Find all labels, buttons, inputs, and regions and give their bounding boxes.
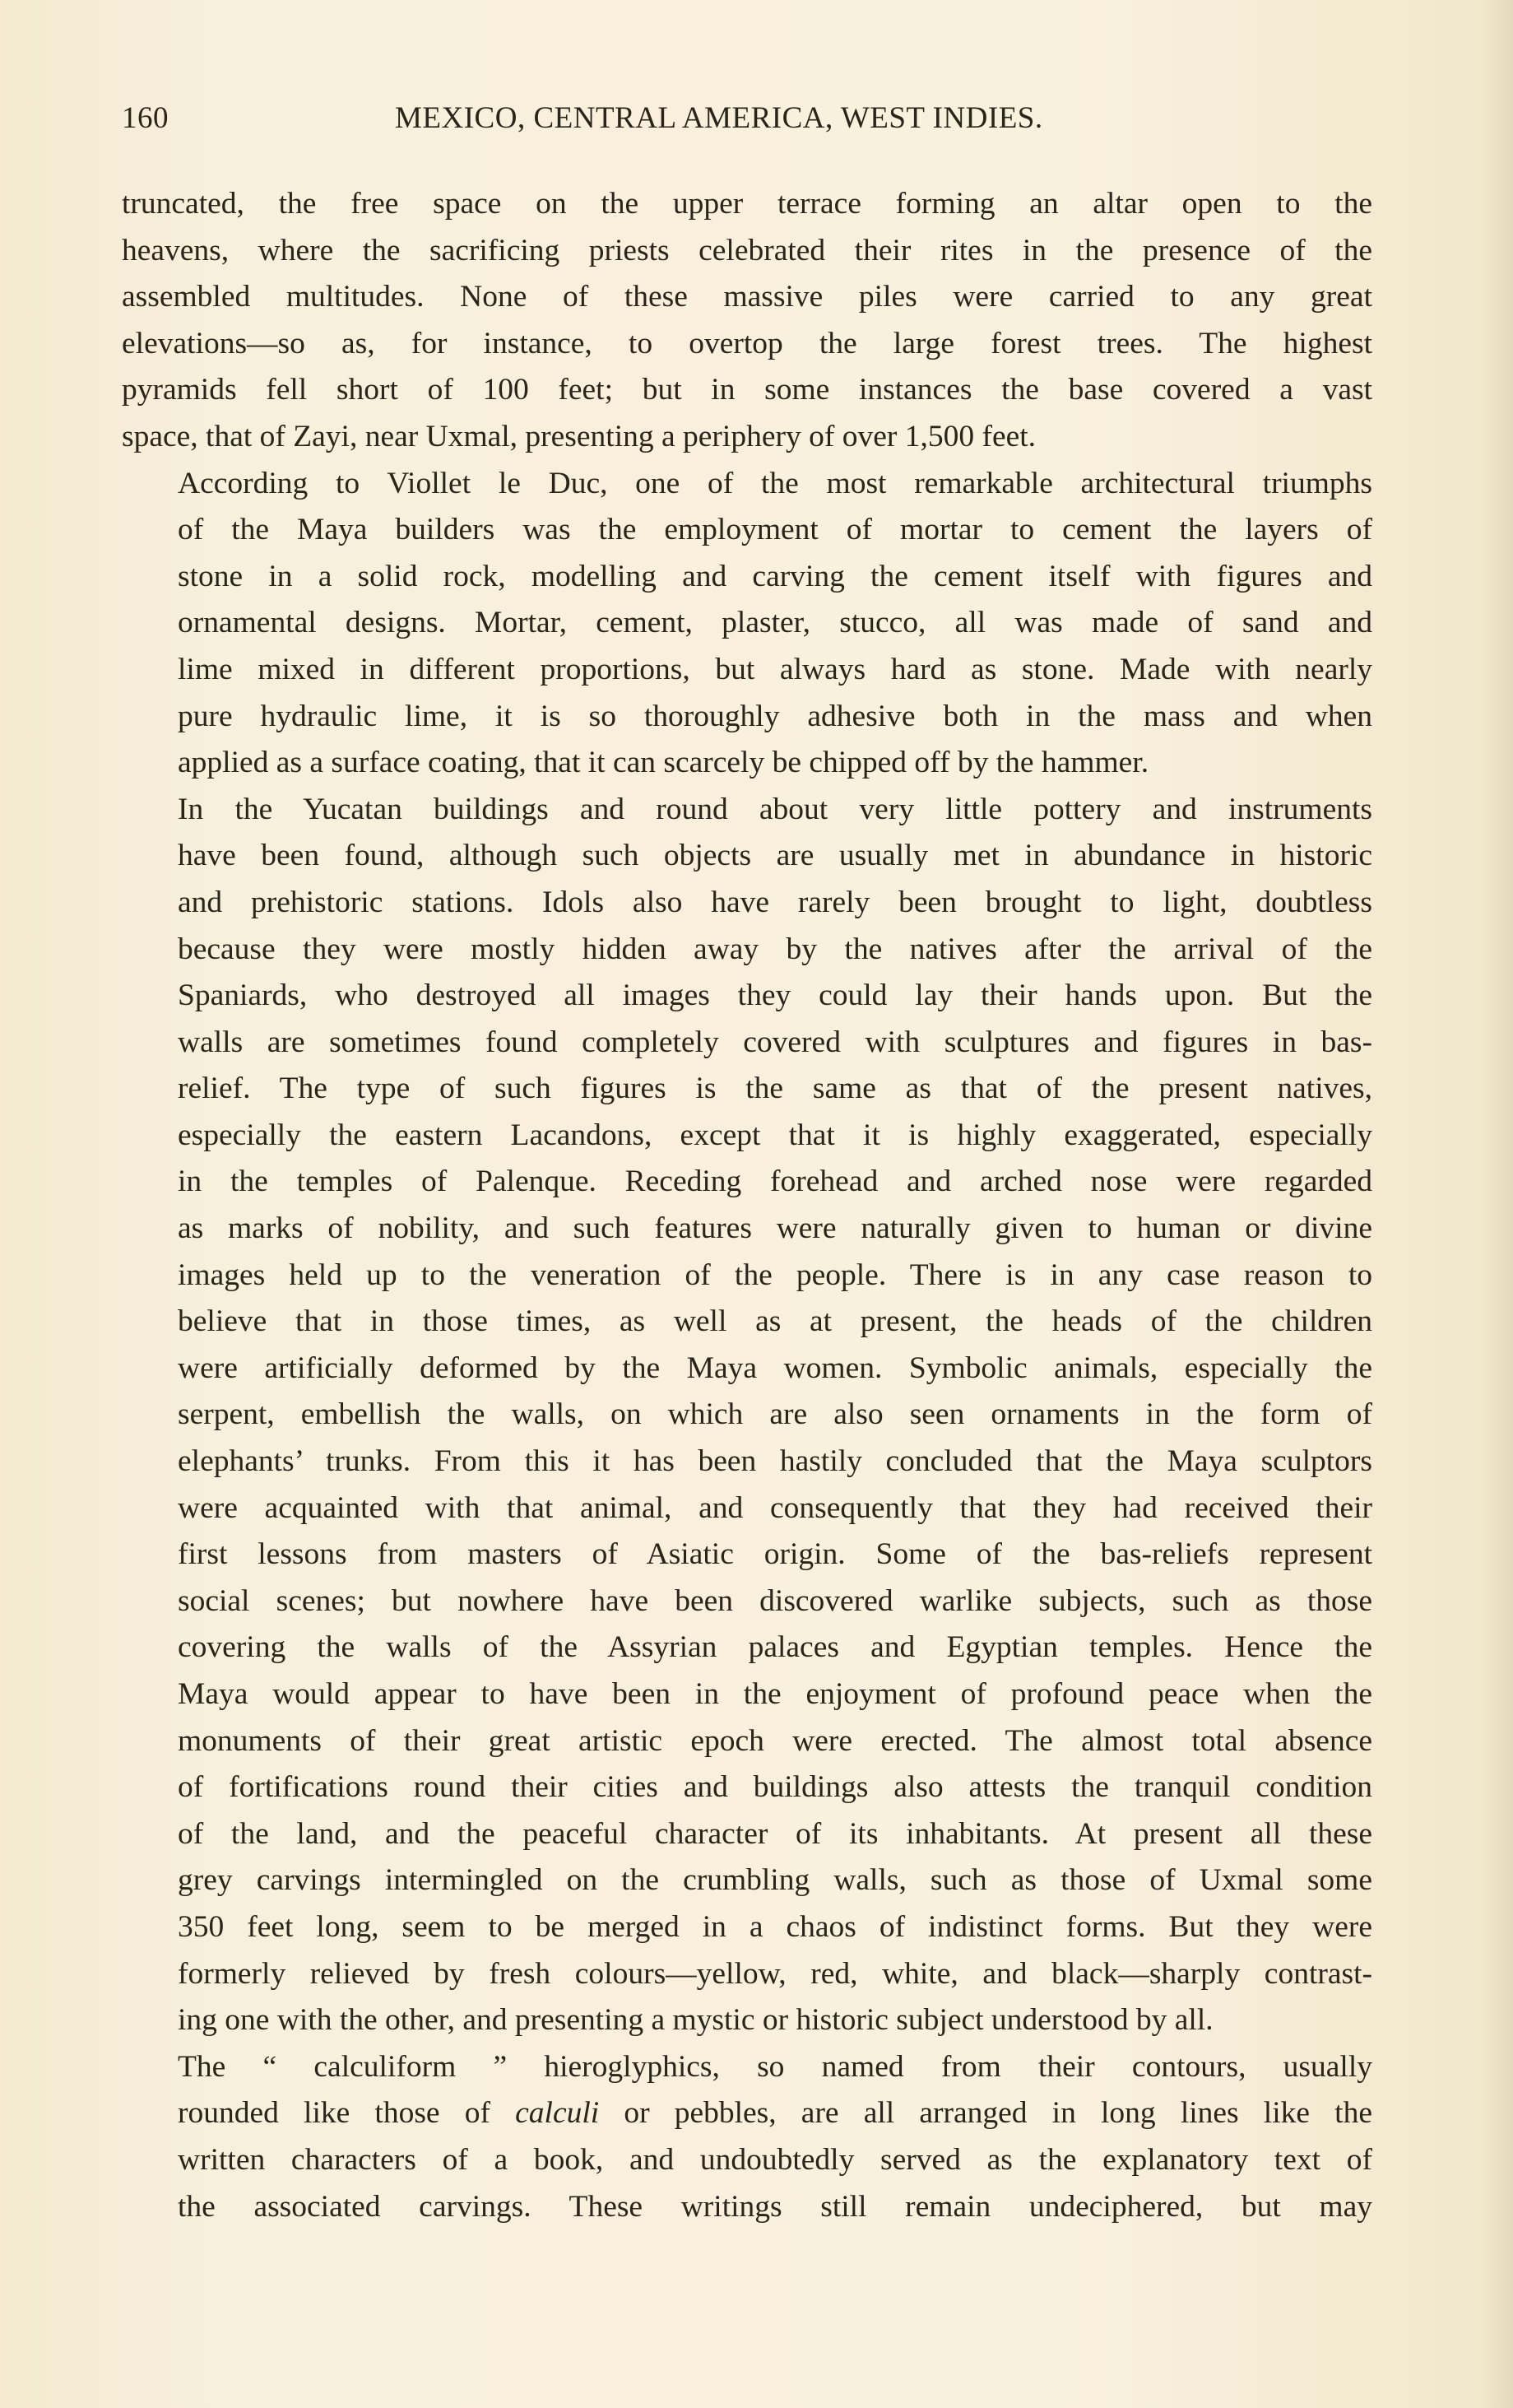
body-text	[122, 181, 1372, 2230]
paragraph-3	[122, 787, 1372, 2044]
text-line: formerly relieved by fresh colours—yellow, red, white, and black—sharply contrast-	[178, 1956, 1372, 1991]
text-line-with-italic	[122, 2090, 1372, 2137]
text-line: as marks of nobility, and such features were naturally given to human or divine	[178, 1211, 1372, 1246]
text-line: written characters of a book, and undoubtedly served as the explanatory text of	[178, 2142, 1372, 2177]
text-line: Spaniards, who destroyed all images they could lay their hands upon. But the	[178, 979, 1372, 1013]
text-line: lime mixed in different proportions, but always hard as stone. Made with nearly	[178, 652, 1372, 686]
text-line: serpent, embellish the walls, on which are also seen ornaments in the form of	[178, 1397, 1372, 1432]
text-line: in the temples of Palenque. Receding forehead and arched nose were regarded	[178, 1164, 1372, 1199]
text-line: applied as a surface coating, that it can scarcely be chipped off by the hammer.	[178, 746, 1149, 780]
text-line: especially the eastern Lacandons, except that it is highly exaggerated, especially	[178, 1118, 1372, 1152]
page-edge-shadow	[1480, 0, 1513, 2408]
text-line: of the land, and the peaceful character of its inhabitants. At present all these	[178, 1816, 1372, 1851]
text-line: have been found, although such objects are usually met in abundance in historic	[178, 839, 1372, 873]
text-line: of fortifications round their cities and buildings also attests the tranquil condition	[178, 1770, 1372, 1805]
text-line: were acquainted with that animal, and consequently that they had received their	[178, 1490, 1372, 1525]
text-line: images held up to the veneration of the people. There is in any case reason to	[178, 1257, 1372, 1292]
text-line: assembled multitudes. None of these massive piles were carried to any great	[122, 280, 1372, 314]
paragraph-4	[122, 2044, 1372, 2230]
text-line: and prehistoric stations. Idols also have rarely been brought to light, doubtless	[178, 885, 1372, 919]
paragraph-1	[122, 181, 1372, 461]
page-number: 160	[122, 101, 169, 135]
text-line: walls are sometimes found completely covered with sculptures and figures in bas-	[178, 1025, 1372, 1059]
text-line: pure hydraulic lime, it is so thoroughly adhesive both in the mass and when	[178, 699, 1372, 733]
text-line: The “ calculiform ” hieroglyphics, so named from their contours, usually	[178, 2049, 1372, 2084]
italic-term: calculi	[515, 2096, 600, 2131]
text-line: believe that in those times, as well as at present, the heads of the children	[178, 1304, 1372, 1339]
text-segment: or pebbles, are all arranged in long lines like the	[599, 2096, 1372, 2131]
text-line: According to Viollet le Duc, one of the most remarkable architectural triumphs	[178, 466, 1372, 500]
text-line: social scenes; but nowhere have been discovered warlike subjects, such as those	[178, 1583, 1372, 1618]
text-line: In the Yucatan buildings and round about very little pottery and instruments	[178, 792, 1372, 826]
text-line: relief. The type of such figures is the same as that of the present natives,	[178, 1072, 1372, 1106]
text-line: 350 feet long, seem to be merged in a chaos of indistinct forms. But they were	[178, 1909, 1372, 1944]
text-segment: rounded like those of	[178, 2096, 516, 2131]
text-line: truncated, the free space on the upper terrace forming an altar open to the	[122, 187, 1372, 221]
text-line: of the Maya builders was the employment of mortar to cement the layers of	[178, 513, 1372, 547]
text-line: the associated carvings. These writings still remain undeciphered, but may	[178, 2189, 1372, 2224]
text-line: stone in a solid rock, modelling and carving the cement itself with figures and	[178, 559, 1372, 593]
text-line: monuments of their great artistic epoch were erected. The almost total absence	[178, 1723, 1372, 1758]
text-line: first lessons from masters of Asiatic origin. Some of the bas-reliefs represent	[178, 1537, 1372, 1572]
text-line: ornamental designs. Mortar, cement, plaster, stucco, all was made of sand and	[178, 606, 1372, 640]
paragraph-2	[122, 461, 1372, 787]
running-title: MEXICO, CENTRAL AMERICA, WEST INDIES.	[395, 101, 1043, 135]
text-line: space, that of Zayi, near Uxmal, presenting a periphery of over 1,500 feet.	[122, 419, 1037, 453]
text-line: were artificially deformed by the Maya women. Symbolic animals, especially the	[178, 1350, 1372, 1385]
text-line: ing one with the other, and presenting a mystic or historic subject understood by all.	[178, 2003, 1214, 2038]
text-line: elevations—so as, for instance, to overtop the large forest trees. The highest	[122, 326, 1372, 360]
text-line: elephants’ trunks. From this it has been hastily concluded that the Maya sculptors	[178, 1444, 1372, 1479]
text-line: heavens, where the sacrificing priests celebrated their rites in the presence of the	[122, 233, 1372, 267]
text-line: because they were mostly hidden away by the natives after the arrival of the	[178, 932, 1372, 966]
text-line: pyramids fell short of 100 feet; but in some instances the base covered a vast	[122, 373, 1372, 407]
text-line: grey carvings intermingled on the crumbling walls, such as those of Uxmal some	[178, 1863, 1372, 1898]
text-line: Maya would appear to have been in the enjoyment of profound peace when the	[178, 1677, 1372, 1711]
running-head	[122, 100, 1372, 143]
text-line: covering the walls of the Assyrian palaces and Egyptian temples. Hence the	[178, 1630, 1372, 1665]
